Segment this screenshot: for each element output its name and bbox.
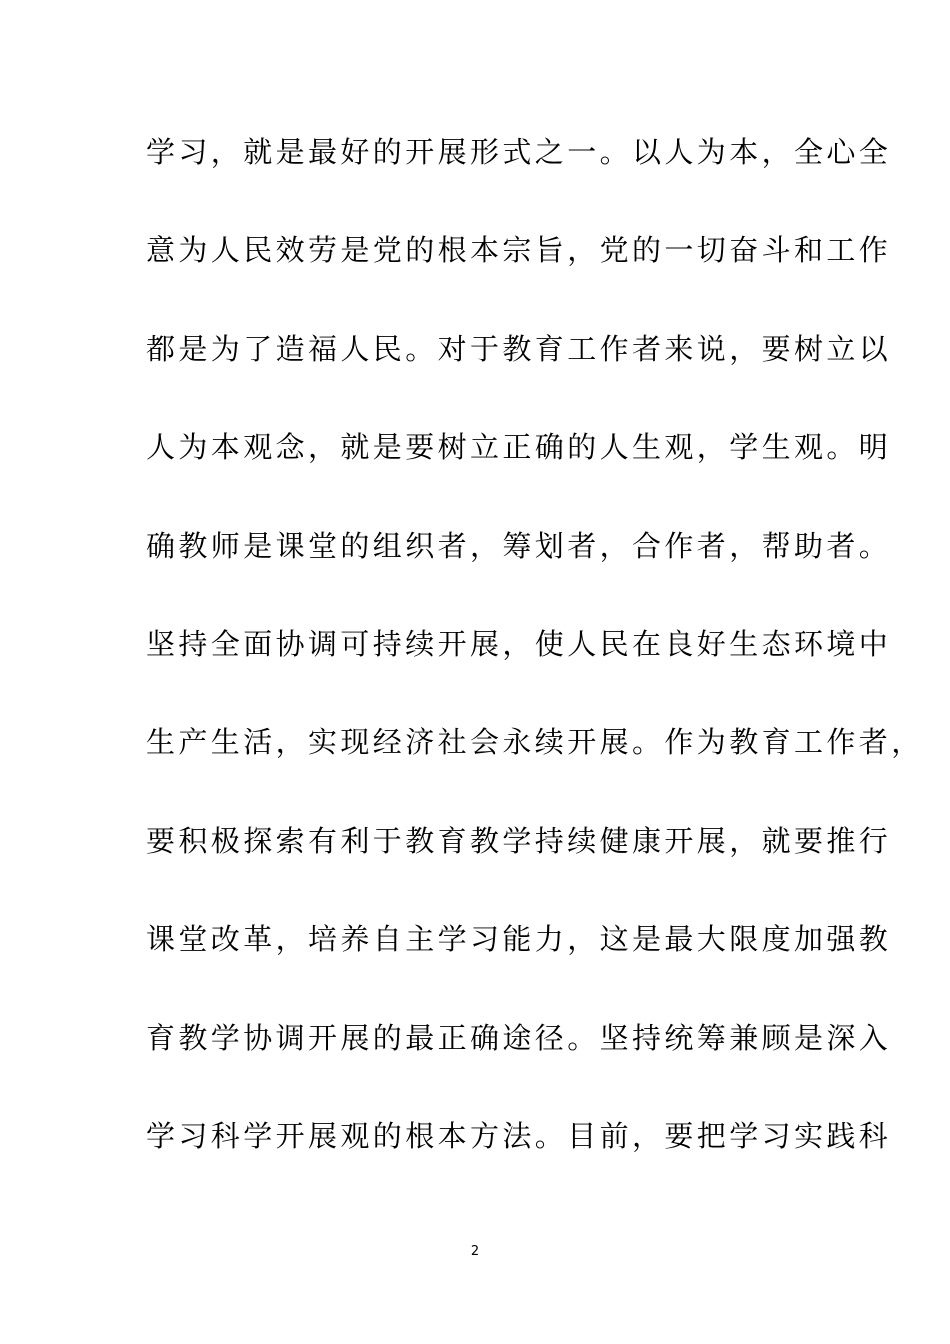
page-number: 2	[470, 1244, 480, 1259]
text-line-11: 学习科学开展观的根本方法。目前，要把学习实践科	[146, 1118, 892, 1153]
body-text	[146, 126, 924, 1208]
text-line-2: 意为人民效劳是党的根本宗旨，党的一切奋斗和工作	[146, 233, 892, 268]
text-line-8: 要积极探索有利于教育教学持续健康开展，就要推行	[146, 823, 892, 858]
text-line-3: 都是为了造福人民。对于教育工作者来说，要树立以	[146, 331, 892, 366]
text-line-6: 坚持全面协调可持续开展，使人民在良好生态环境中	[146, 626, 892, 661]
text-line-7: 生产生活，实现经济社会永续开展。作为教育工作者，	[146, 725, 924, 760]
text-line-5: 确教师是课堂的组织者，筹划者，合作者，帮助者。	[146, 528, 892, 563]
text-line-10: 育教学协调开展的最正确途径。坚持统筹兼顾是深入	[146, 1020, 892, 1055]
text-line-1: 学习，就是最好的开展形式之一。以人为本，全心全	[146, 135, 892, 169]
text-line-9: 课堂改革，培养自主学习能力，这是最大限度加强教	[146, 922, 892, 957]
text-line-4: 人为本观念，就是要树立正确的人生观，学生观。明	[146, 430, 892, 465]
